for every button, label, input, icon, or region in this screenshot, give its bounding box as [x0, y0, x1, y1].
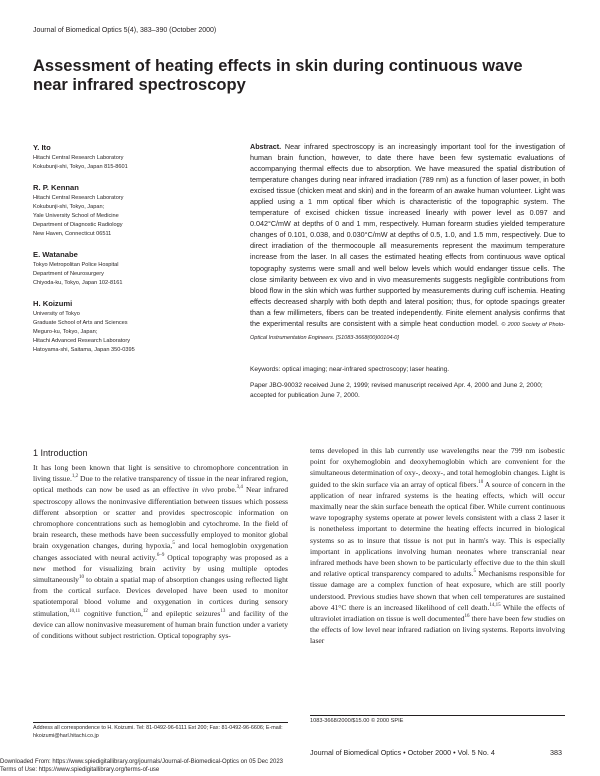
- affiliation-line: Hatoyama-shi, Saitama, Japan 350-0395: [33, 347, 135, 353]
- citation: 16: [464, 614, 470, 620]
- body-column-right: [310, 445, 565, 647]
- download-notice[interactable]: Downloaded From: https://www.spiedigitallibrary.org/journals/Journal-of-Biomedical-Optics on 05 Dec 2023: [0, 759, 284, 765]
- affiliation-line: Meguro-ku, Tokyo, Japan;: [33, 329, 98, 335]
- body-text: and facility of the device can allow noninvasive measurement of human brain function under a variety of conditions without subject restriction. Optical topography sys-: [33, 608, 289, 641]
- body-column-left: [33, 462, 288, 641]
- citation: 10,11: [69, 608, 81, 614]
- citation: 14,15: [489, 602, 501, 608]
- author-name: H. Koizumi: [33, 299, 73, 308]
- citation: 3,4: [236, 485, 243, 491]
- body-text: Mechanisms responsible for tissue damage are a complex function of heat exposure, which are still poorly understood. Previous studies have shown that when cell temperatures are sustained above 41°C there is an increased likelihood of cell death.: [310, 569, 565, 612]
- affiliation-line: Department of Diagnostic Radiology: [33, 222, 123, 228]
- body-text: there have been few studies on the effects of low level near infrared radiation on living systems. Reports involving laser: [310, 614, 565, 646]
- section-heading: 1 Introduction: [33, 448, 88, 458]
- author-name: E. Watanabe: [33, 250, 78, 259]
- keywords: Keywords: optical imaging; near-infrared spectroscopy; laser heating.: [250, 366, 450, 373]
- affiliation-line: Chiyoda-ku, Tokyo, Japan 102-8161: [33, 280, 123, 286]
- affiliation-line: Yale University School of Medicine: [33, 213, 119, 219]
- author-affiliation: [33, 261, 233, 288]
- author-affiliation: [33, 154, 233, 172]
- body-text: Due to the relative transparency of tissue in the near infrared region, optical methods can now be used as an effective: [33, 474, 288, 495]
- body-text: tems developed in this lab currently use wavelengths near the 799 nm isobestic point for oxyhemoglobin and deoxyhemoglobin which are convenient for the simultaneous determination of oxy-, deoxy-, and total hemoglobin changes. Light is guided to the skin surface via an array of optical fibers.: [310, 446, 565, 489]
- affiliation-line: New Haven, Connecticut 06511: [33, 231, 112, 237]
- affiliation-line: Hitachi Advanced Research Laboratory: [33, 338, 131, 344]
- citation: 10: [478, 479, 484, 485]
- footnote-divider: [33, 722, 288, 723]
- journal-header: Journal of Biomedical Optics 5(4), 383–390 (October 2000): [33, 27, 217, 34]
- body-text: Near infrared spectroscopy allows the noninvasive differentiation between tissues which possess different absorption or scatter and provides spectroscopic information on chromophore concentrations such as hemoglobin and cytochrome. In the field of brain research, these methods have been successfully employed to monitor global brain oxygenation changes, during hypoxia,: [33, 485, 288, 551]
- paper-history: Paper JBO-90032 received June 2, 1999; revised manuscript received Apr. 4, 2000 and June 2, 2000; accepted for publication June 7, 2000.: [250, 382, 543, 399]
- abstract: [250, 141, 565, 344]
- affiliation-line: Tokyo Metropolitan Police Hospital: [33, 262, 119, 268]
- body-text: probe.: [214, 485, 237, 495]
- citation: 6–9: [156, 552, 165, 558]
- body-text: Optical topography was proposed as a new method for visualizing brain activity by using multiple optodes simultaneously: [33, 552, 288, 585]
- abstract-copyright: © 2000 Society of Photo-Optical Instrumentation Engineers. [S1083-3668(00)00104-0]: [250, 321, 565, 341]
- affiliation-line: Hitachi Central Research Laboratory: [33, 195, 124, 201]
- body-text: and local hemoglobin oxygenation changes associated with neural activity.: [33, 541, 288, 562]
- author-affiliation: [33, 194, 233, 239]
- affiliation-line: Graduate School of Arts and Sciences: [33, 320, 128, 326]
- author-affiliation: [33, 310, 233, 355]
- body-text: A source of concern in the application of near infrared systems is the heating effects, which will occur maximally near the skin surface beneath the optical fiber. While current continuous wave topography systems operate at power levels consistent with a class 2 laser it is nonetheless important to determine the heating effects incurred in biological systems so as to insure that tissue is not put in harm's way. This is especially important in applications involving human neonates where transcranial near infrared methods have been shown to be particularly effective due to the thin skull and relative optical transparency compared to adults.: [310, 479, 565, 579]
- affiliation-line: Kokubunji-shi, Tokyo, Japan 815-8601: [33, 164, 128, 170]
- page-number: 383: [550, 748, 562, 757]
- terms-of-use-link[interactable]: Terms of Use: https://www.spiedigitallibrary.org/terms-of-use: [0, 767, 160, 773]
- author-name: R. P. Kennan: [33, 183, 79, 192]
- footer-journal: Journal of Biomedical Optics • October 2000 • Vol. 5 No. 4: [310, 748, 495, 757]
- body-text: to obtain a spatial map of absorption changes using reflected light from the cortical surface. Devices developed have been used to monitor spatiotemporal blood volume and oxygenation in cortices during sensory stimulation,: [33, 575, 288, 618]
- affiliation-line: Hitachi Central Research Laboratory: [33, 155, 124, 161]
- author-name: Y. Ito: [33, 143, 51, 152]
- citation: 12: [142, 608, 148, 614]
- citation: 13: [220, 608, 226, 614]
- paper-title: Assessment of heating effects in skin during continuous wave near infrared spectroscopy: [33, 57, 523, 94]
- affiliation-line: University of Tokyo: [33, 311, 80, 317]
- author-list: [33, 143, 233, 366]
- citation: 5: [473, 569, 476, 575]
- body-text: cognitive function,: [80, 608, 143, 618]
- citation: 1,2: [71, 474, 79, 480]
- correspondence-footnote: Address all correspondence to H. Koizumi. Tel: 81-0492-96-6111 Ext 200; Fax: 81-0492-96-6606; E-mail: hkoizumi@harl.hitachi.co.jp: [33, 725, 283, 739]
- abstract-text: Near infrared spectroscopy is an increasingly important tool for the investigation of human brain function, however, to date there have been few systematic evaluations of accompanying thermal effects due to absorption. We have measured the spatial distribution of temperature changes during near infrared irradiation (789 nm) as a function of laser power, in both excised tissue (chicken meat and skin) and in the forearm of an awake human volunteer. Light was applied using a 1 mm optical fiber which is characteristic of the topographic system. The temperature of excised chicken tissue increased linearly with power level as 0.097 and 0.042°C/mW at depths of 0 and 1 mm, respectively. Human forearm studies yielded temperature changes of 0.101, 0.038, and 0.030°C/mW at depths of 0.5, 1.0, and 1.5 mm, respectively. Due to direct irradiation of the thermocouple all measurements represent the maximum temperature increase from the laser. In all cases the estimated heating effects from continuous wave optical topography systems were small and well below levels which would endanger tissue cells. The close similarity between ex vivo and in vivo measurements suggests negligible contributions from blood flow in the skin which was further supported by measurements during cuff ischemia. Heating effects decreased sharply with both depth and lateral position; thus, for optode spacings greater than a few millimeters, fibers can be treated independently. Finite element analysis confirms that the experimental results are consistent with a simple heat conduction model.: [250, 142, 566, 328]
- citation: 10: [78, 575, 84, 581]
- abstract-label: Abstract.: [250, 142, 282, 151]
- affiliation-line: Kokubunji-shi, Tokyo, Japan;: [33, 204, 105, 210]
- body-text-italic: in vivo: [192, 485, 215, 495]
- footnote-divider: [310, 715, 565, 716]
- body-text: While the effects of ultraviolet irradiation on tissue is well documented: [310, 602, 565, 624]
- body-text: and epileptic seizures: [147, 608, 221, 618]
- body-text: It has long been known that light is sensitive to chromophore concentration in living tissue.: [33, 463, 288, 484]
- citation: 5: [172, 541, 175, 547]
- issn-line: 1083-3668/2000/$15.00 © 2000 SPIE: [310, 718, 404, 724]
- affiliation-line: Department of Neurosurgery: [33, 271, 104, 277]
